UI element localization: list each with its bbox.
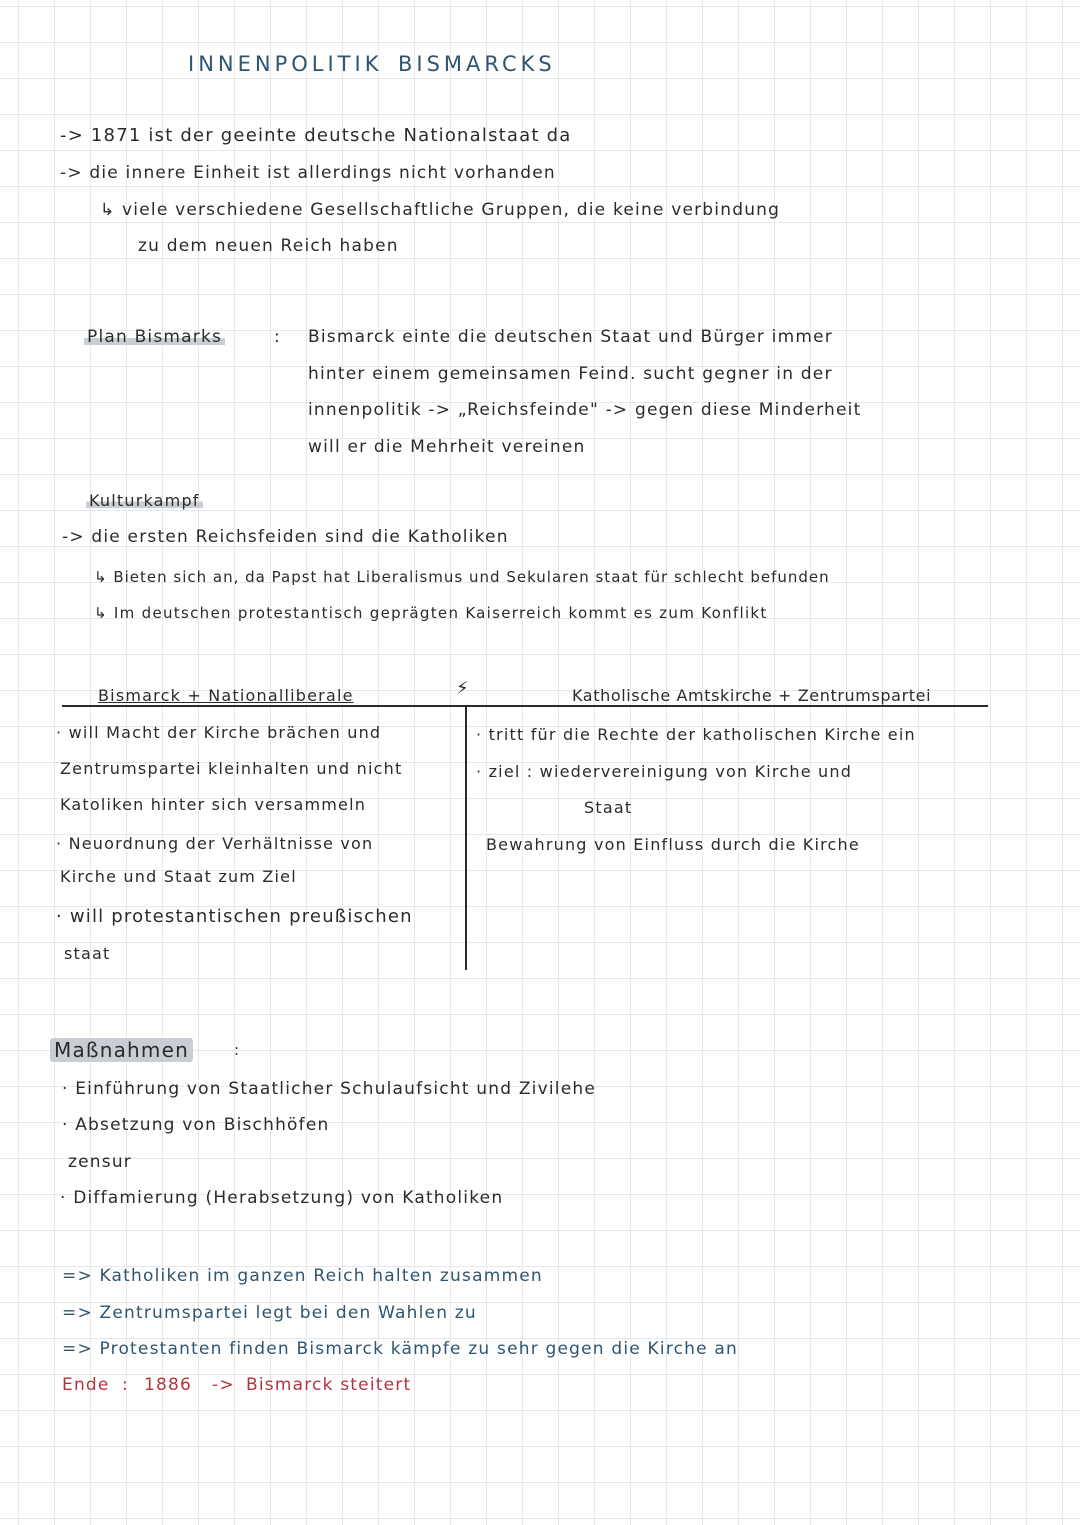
lightning-icon: ⚡	[456, 678, 470, 699]
plan-line: innenpolitik -> „Reichsfeinde" -> gegen diese Minderheit	[308, 400, 862, 420]
table-vertical-rule	[465, 705, 467, 970]
table-horizontal-rule	[62, 705, 988, 707]
end-text: Bismarck steitert	[246, 1375, 412, 1395]
result-line: => Katholiken im ganzen Reich halten zusammen	[62, 1266, 543, 1286]
table-left-line: · Neuordnung der Verhältnisse von	[56, 834, 374, 853]
end-arrow: ->	[212, 1375, 235, 1395]
plan-line: will er die Mehrheit vereinen	[308, 437, 586, 457]
end-year: 1886	[144, 1375, 193, 1395]
end-colon: :	[122, 1375, 129, 1395]
kulturkampf-heading	[86, 493, 203, 509]
table-right-line: · tritt für die Rechte der katholischen Kirche ein	[476, 725, 916, 744]
plan-line: Bismarck einte die deutschen Staat und Bürger immer	[308, 327, 833, 347]
table-right-header: Katholische Amtskirche + Zentrumspartei	[572, 686, 932, 705]
plan-label-text: Plan Bismarks	[84, 327, 225, 347]
table-left-line: · will protestantischen preußischen	[56, 906, 413, 927]
kulturkampf-heading-text: Kulturkampf	[86, 491, 203, 510]
table-right-line: Staat	[584, 798, 633, 817]
table-right-line: Bewahrung von Einfluss durch die Kirche	[486, 835, 860, 854]
massnahmen-item: · Einführung von Staatlicher Schulaufsicht und Zivilehe	[62, 1079, 596, 1099]
end-label: Ende	[62, 1375, 110, 1395]
massnahmen-colon: :	[234, 1041, 241, 1059]
table-left-line: Zentrumspartei kleinhalten und nicht	[60, 759, 403, 778]
massnahmen-item: · Diffamierung (Herabsetzung) von Katholiken	[60, 1188, 504, 1208]
result-line: => Zentrumspartei legt bei den Wahlen zu	[62, 1303, 477, 1323]
table-left-header: Bismarck + Nationalliberale	[98, 686, 354, 705]
kulturkampf-line: -> die ersten Reichsfeiden sind die Katholiken	[62, 527, 509, 547]
massnahmen-item: zensur	[68, 1152, 132, 1172]
intro-line: -> 1871 ist der geeinte deutsche Nationalstaat da	[60, 125, 572, 146]
plan-label	[84, 329, 225, 346]
table-left-line: · will Macht der Kirche brächen und	[56, 723, 382, 742]
kulturkampf-subline: ↳ Bieten sich an, da Papst hat Liberalismus und Sekularen staat für schlecht befunden	[94, 568, 830, 586]
intro-subline: ↳ viele verschiedene Gesellschaftliche Gruppen, die keine verbindung	[100, 200, 781, 220]
plan-colon: :	[274, 327, 281, 347]
page-title-part1: INNENPOLITIK	[188, 52, 383, 76]
intro-line: -> die innere Einheit ist allerdings nicht vorhanden	[60, 163, 556, 183]
result-line: => Protestanten finden Bismarck kämpfe zu sehr gegen die Kirche an	[62, 1339, 739, 1359]
plan-line: hinter einem gemeinsamen Feind. sucht gegner in der	[308, 364, 833, 384]
massnahmen-item: · Absetzung von Bischhöfen	[62, 1115, 330, 1135]
massnahmen-heading	[50, 1040, 193, 1061]
kulturkampf-subline: ↳ Im deutschen protestantisch geprägten Kaiserreich kommt es zum Konflikt	[94, 604, 768, 622]
table-left-line: Kirche und Staat zum Ziel	[60, 867, 297, 886]
table-left-line: staat	[64, 944, 111, 963]
page-title-part2: BISMARCKS	[398, 52, 556, 76]
massnahmen-heading-text: Maßnahmen	[50, 1038, 193, 1062]
intro-subline: zu dem neuen Reich haben	[138, 236, 399, 256]
table-right-line: · ziel : wiedervereinigung von Kirche und	[476, 762, 853, 781]
table-left-line: Katoliken hinter sich versammeln	[60, 795, 367, 814]
